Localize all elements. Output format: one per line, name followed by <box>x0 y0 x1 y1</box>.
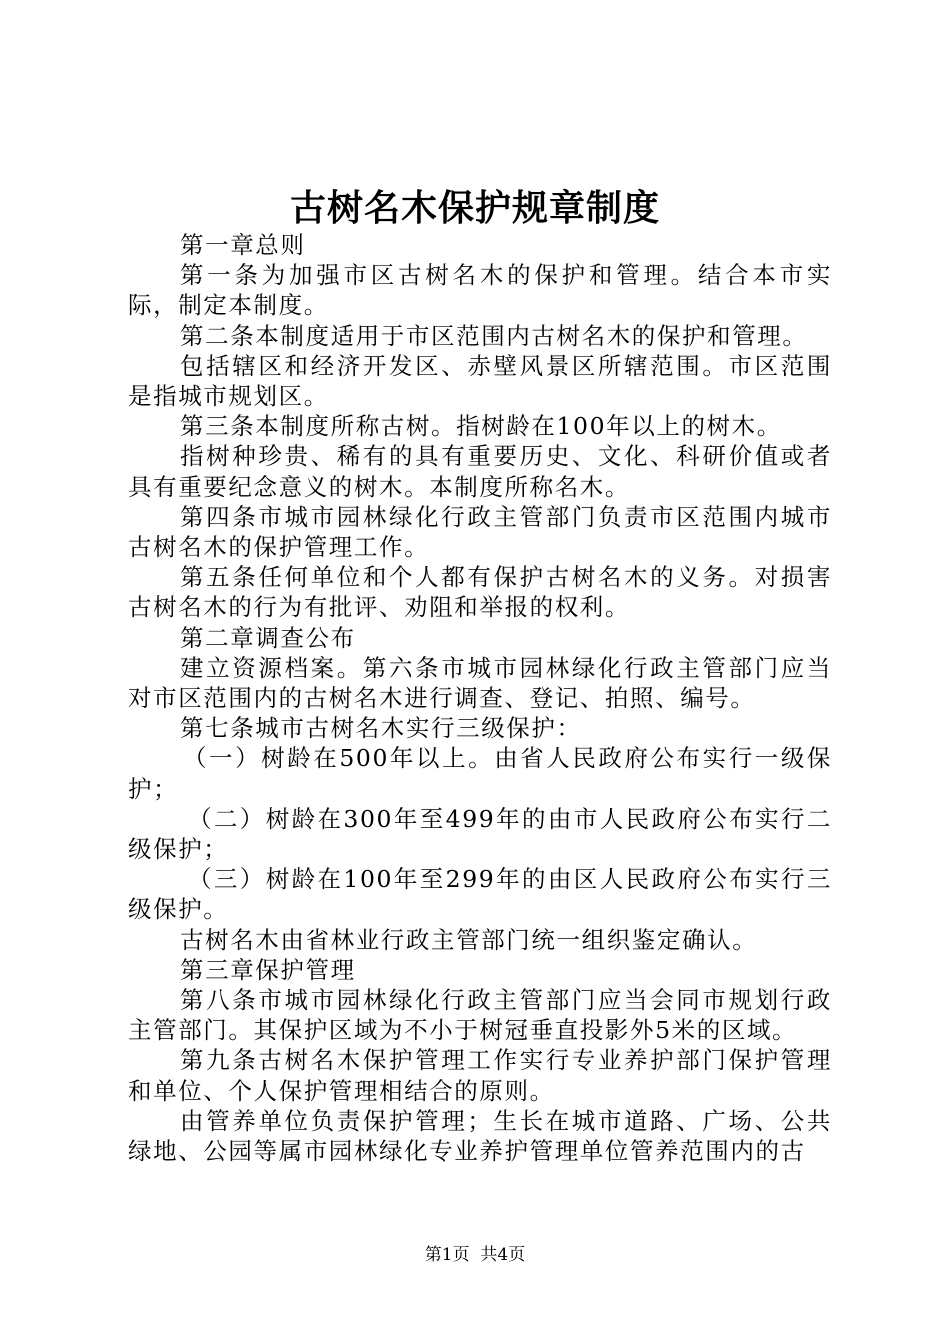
chapter-heading: 第二章调查公布 <box>180 623 356 652</box>
document-body <box>128 230 832 1166</box>
list-item: （一）树龄在500年以上。由省人民政府公布实行一级保护； <box>128 744 832 803</box>
paragraph: 指树种珍贵、稀有的具有重要历史、文化、科研价值或者具有重要纪念意义的树木。本制度所称名木。 <box>128 442 832 501</box>
paragraph: 第八条市城市园林绿化行政主管部门应当会同市规划行政主管部门。其保护区域为不小于树冠垂直投影外5米的区域。 <box>128 986 832 1045</box>
paragraph: 第五条任何单位和个人都有保护古树名木的义务。对损害古树名木的行为有批评、劝阻和举报的权利。 <box>128 563 832 622</box>
paragraph: 第七条城市古树名木实行三级保护： <box>180 714 582 743</box>
paragraph: 第一条为加强市区古树名木的保护和管理。结合本市实际，制定本制度。 <box>128 261 832 320</box>
paragraph: 古树名木由省林业行政主管部门统一组织鉴定确认。 <box>180 925 758 954</box>
paragraph: 包括辖区和经济开发区、赤壁风景区所辖范围。市区范围是指城市规划区。 <box>128 351 832 411</box>
document-title: 古树名木保护规章制度 <box>289 187 660 229</box>
chapter-heading: 第一章总则 <box>180 231 306 259</box>
chapter-heading: 第三章保护管理 <box>180 955 356 984</box>
paragraph: 第三条本制度所称古树。指树龄在100年以上的树木。 <box>180 412 782 441</box>
page-number-footer: 第1页 共4页 <box>424 1245 526 1265</box>
paragraph: 第九条古树名木保护管理工作实行专业养护部门保护管理和单位、个人保护管理相结合的原则。 <box>128 1046 832 1105</box>
paragraph: 由管养单位负责保护管理；生长在城市道路、广场、公共绿地、公园等属市园林绿化专业养护管理单位管养范围内的古 <box>128 1106 832 1166</box>
list-item: （三）树龄在100年至299年的由区人民政府公布实行三级保护。 <box>128 865 832 924</box>
list-item: （二）树龄在300年至499年的由市人民政府公布实行二级保护； <box>128 804 832 864</box>
paragraph: 建立资源档案。第六条市城市园林绿化行政主管部门应当对市区范围内的古树名木进行调查、登记、拍照、编号。 <box>128 653 832 713</box>
paragraph: 第二条本制度适用于市区范围内古树名木的保护和管理。 <box>180 321 808 350</box>
paragraph: 第四条市城市园林绿化行政主管部门负责市区范围内城市古树名木的保护管理工作。 <box>128 502 832 562</box>
